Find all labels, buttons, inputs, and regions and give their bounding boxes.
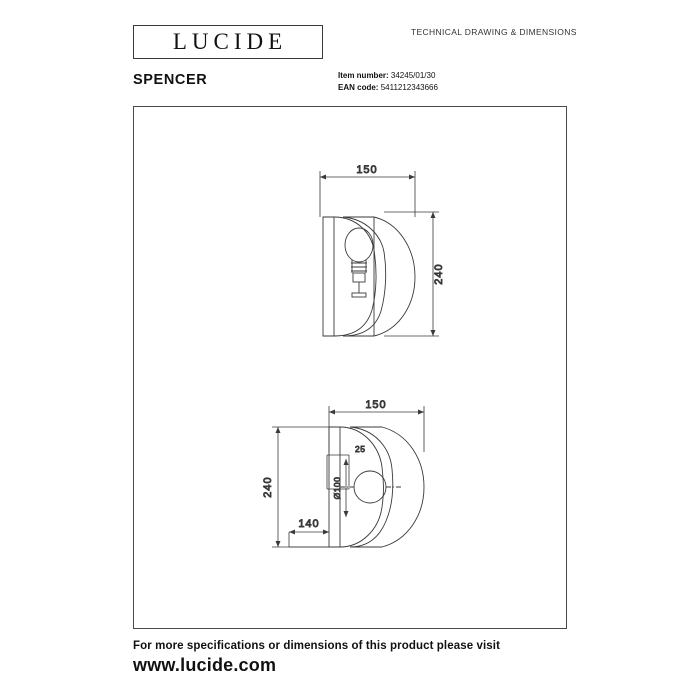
ean-code-value: 5411212343666: [380, 83, 438, 92]
ean-code-row: [338, 82, 438, 94]
item-number-value: 34245/01/30: [390, 71, 436, 80]
brand-logo-text: LUCIDE: [172, 29, 288, 54]
side-diameter-label: Ø100: [332, 476, 342, 500]
page-title: SPENCER: [133, 72, 208, 88]
front-height-dimension: [384, 212, 439, 336]
footer-website[interactable]: www.lucide.com: [133, 655, 277, 675]
ean-code-label: EAN code:: [338, 83, 379, 92]
front-height-label: 240: [433, 263, 445, 285]
side-height-label: 240: [262, 476, 274, 498]
footer-note: For more specifications or dimensions of this product please visit: [133, 640, 501, 652]
side-depth-label: 140: [298, 518, 320, 530]
item-number-label: Item number:: [338, 71, 389, 80]
drawing-frame: [133, 106, 567, 629]
side-diameter-dimension: [344, 459, 349, 517]
product-identifiers: [338, 70, 438, 94]
technical-drawing-svg: [134, 107, 566, 628]
document-type-label: TECHNICAL DRAWING & DIMENSIONS: [411, 27, 577, 37]
front-view-fixture: [323, 217, 415, 336]
front-view-bulb: [345, 228, 373, 297]
front-width-label: 150: [356, 164, 378, 176]
side-small-label: 25: [355, 444, 366, 454]
side-depth-dimension: [289, 530, 334, 548]
item-number-row: [338, 70, 438, 82]
side-width-label: 150: [365, 399, 387, 411]
brand-logo: [133, 25, 323, 59]
front-width-dimension: [320, 171, 415, 217]
side-view-fixture: [329, 427, 424, 547]
